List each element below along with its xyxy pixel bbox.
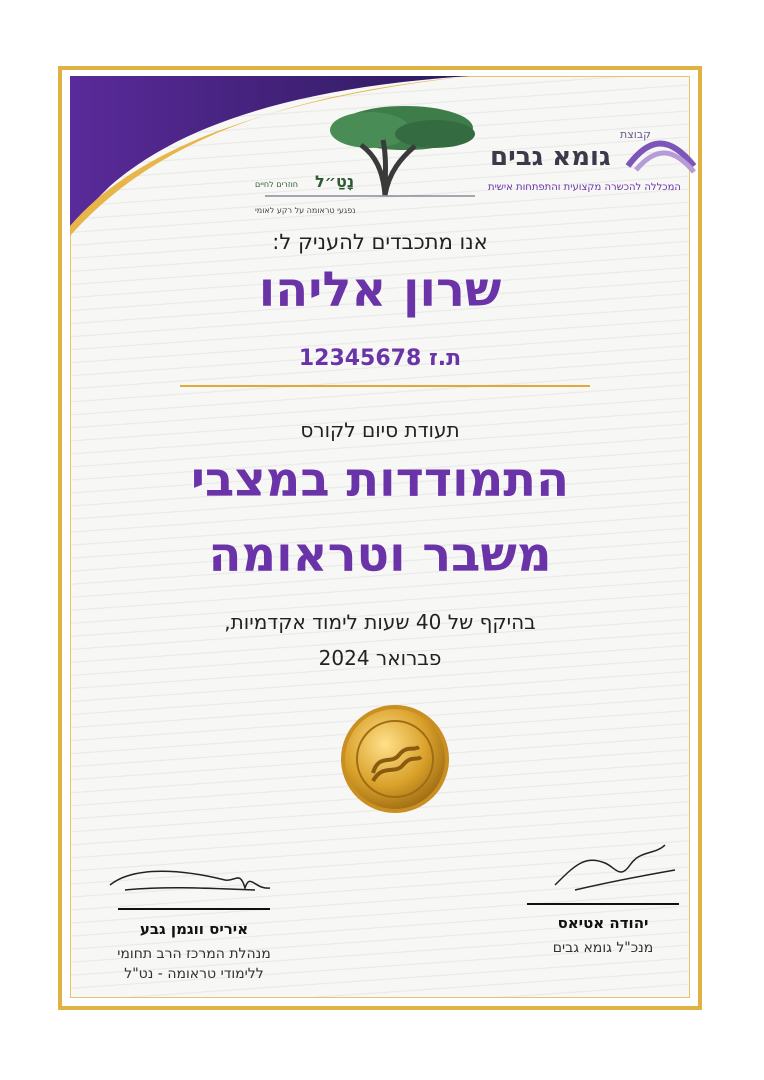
course-title-line1: התמודדות במצבי [190,452,570,508]
natal-tagline-text: נפגעי טראומה על רקע לאומי [255,206,356,215]
right-signature-image [545,835,685,900]
gomaa-tagline-text: המכללה להכשרה מקצועית והתפתחות אישית [488,182,681,193]
date-text: פברואר 2024 [318,646,442,670]
left-signature-line [118,908,270,910]
gomaa-prefix-text: קבוצת [620,128,651,141]
course-label: תעודת סיום לקורס [300,418,460,442]
natal-logo [255,100,480,220]
natal-name-text: נָטַ״ל [315,172,355,191]
gomaa-gvaim-logo [470,120,705,205]
left-signer-name: איריס ווגמן גבע [139,920,249,938]
gomaa-name-text: גומא גבים [490,142,611,172]
left-signer-role-line2: ללימודי טראומה - נט"ל [124,966,264,982]
natal-side-text: חוזרים לחיים [255,180,298,189]
course-title-line2: משבר וטראומה [208,527,552,583]
scope-text: בהיקף של 40 שעות לימוד אקדמיות, [224,610,536,634]
recipient-name: שרון אליהו [258,262,502,318]
right-signature-line [527,903,679,905]
right-signer-role: מנכ"ל גומא גבים [552,940,654,956]
gold-seal-icon [339,703,451,815]
right-signer-name: יהודה אטיאס [557,914,649,932]
left-signature-image [105,860,275,905]
id-number: ת.ז 12345678 [298,346,462,371]
honor-text: אנו מתכבדים להעניק ל: [272,230,488,254]
left-signer-role-line1: מנהלת המרכז הרב תחומי [117,946,271,962]
divider-line [180,385,590,387]
